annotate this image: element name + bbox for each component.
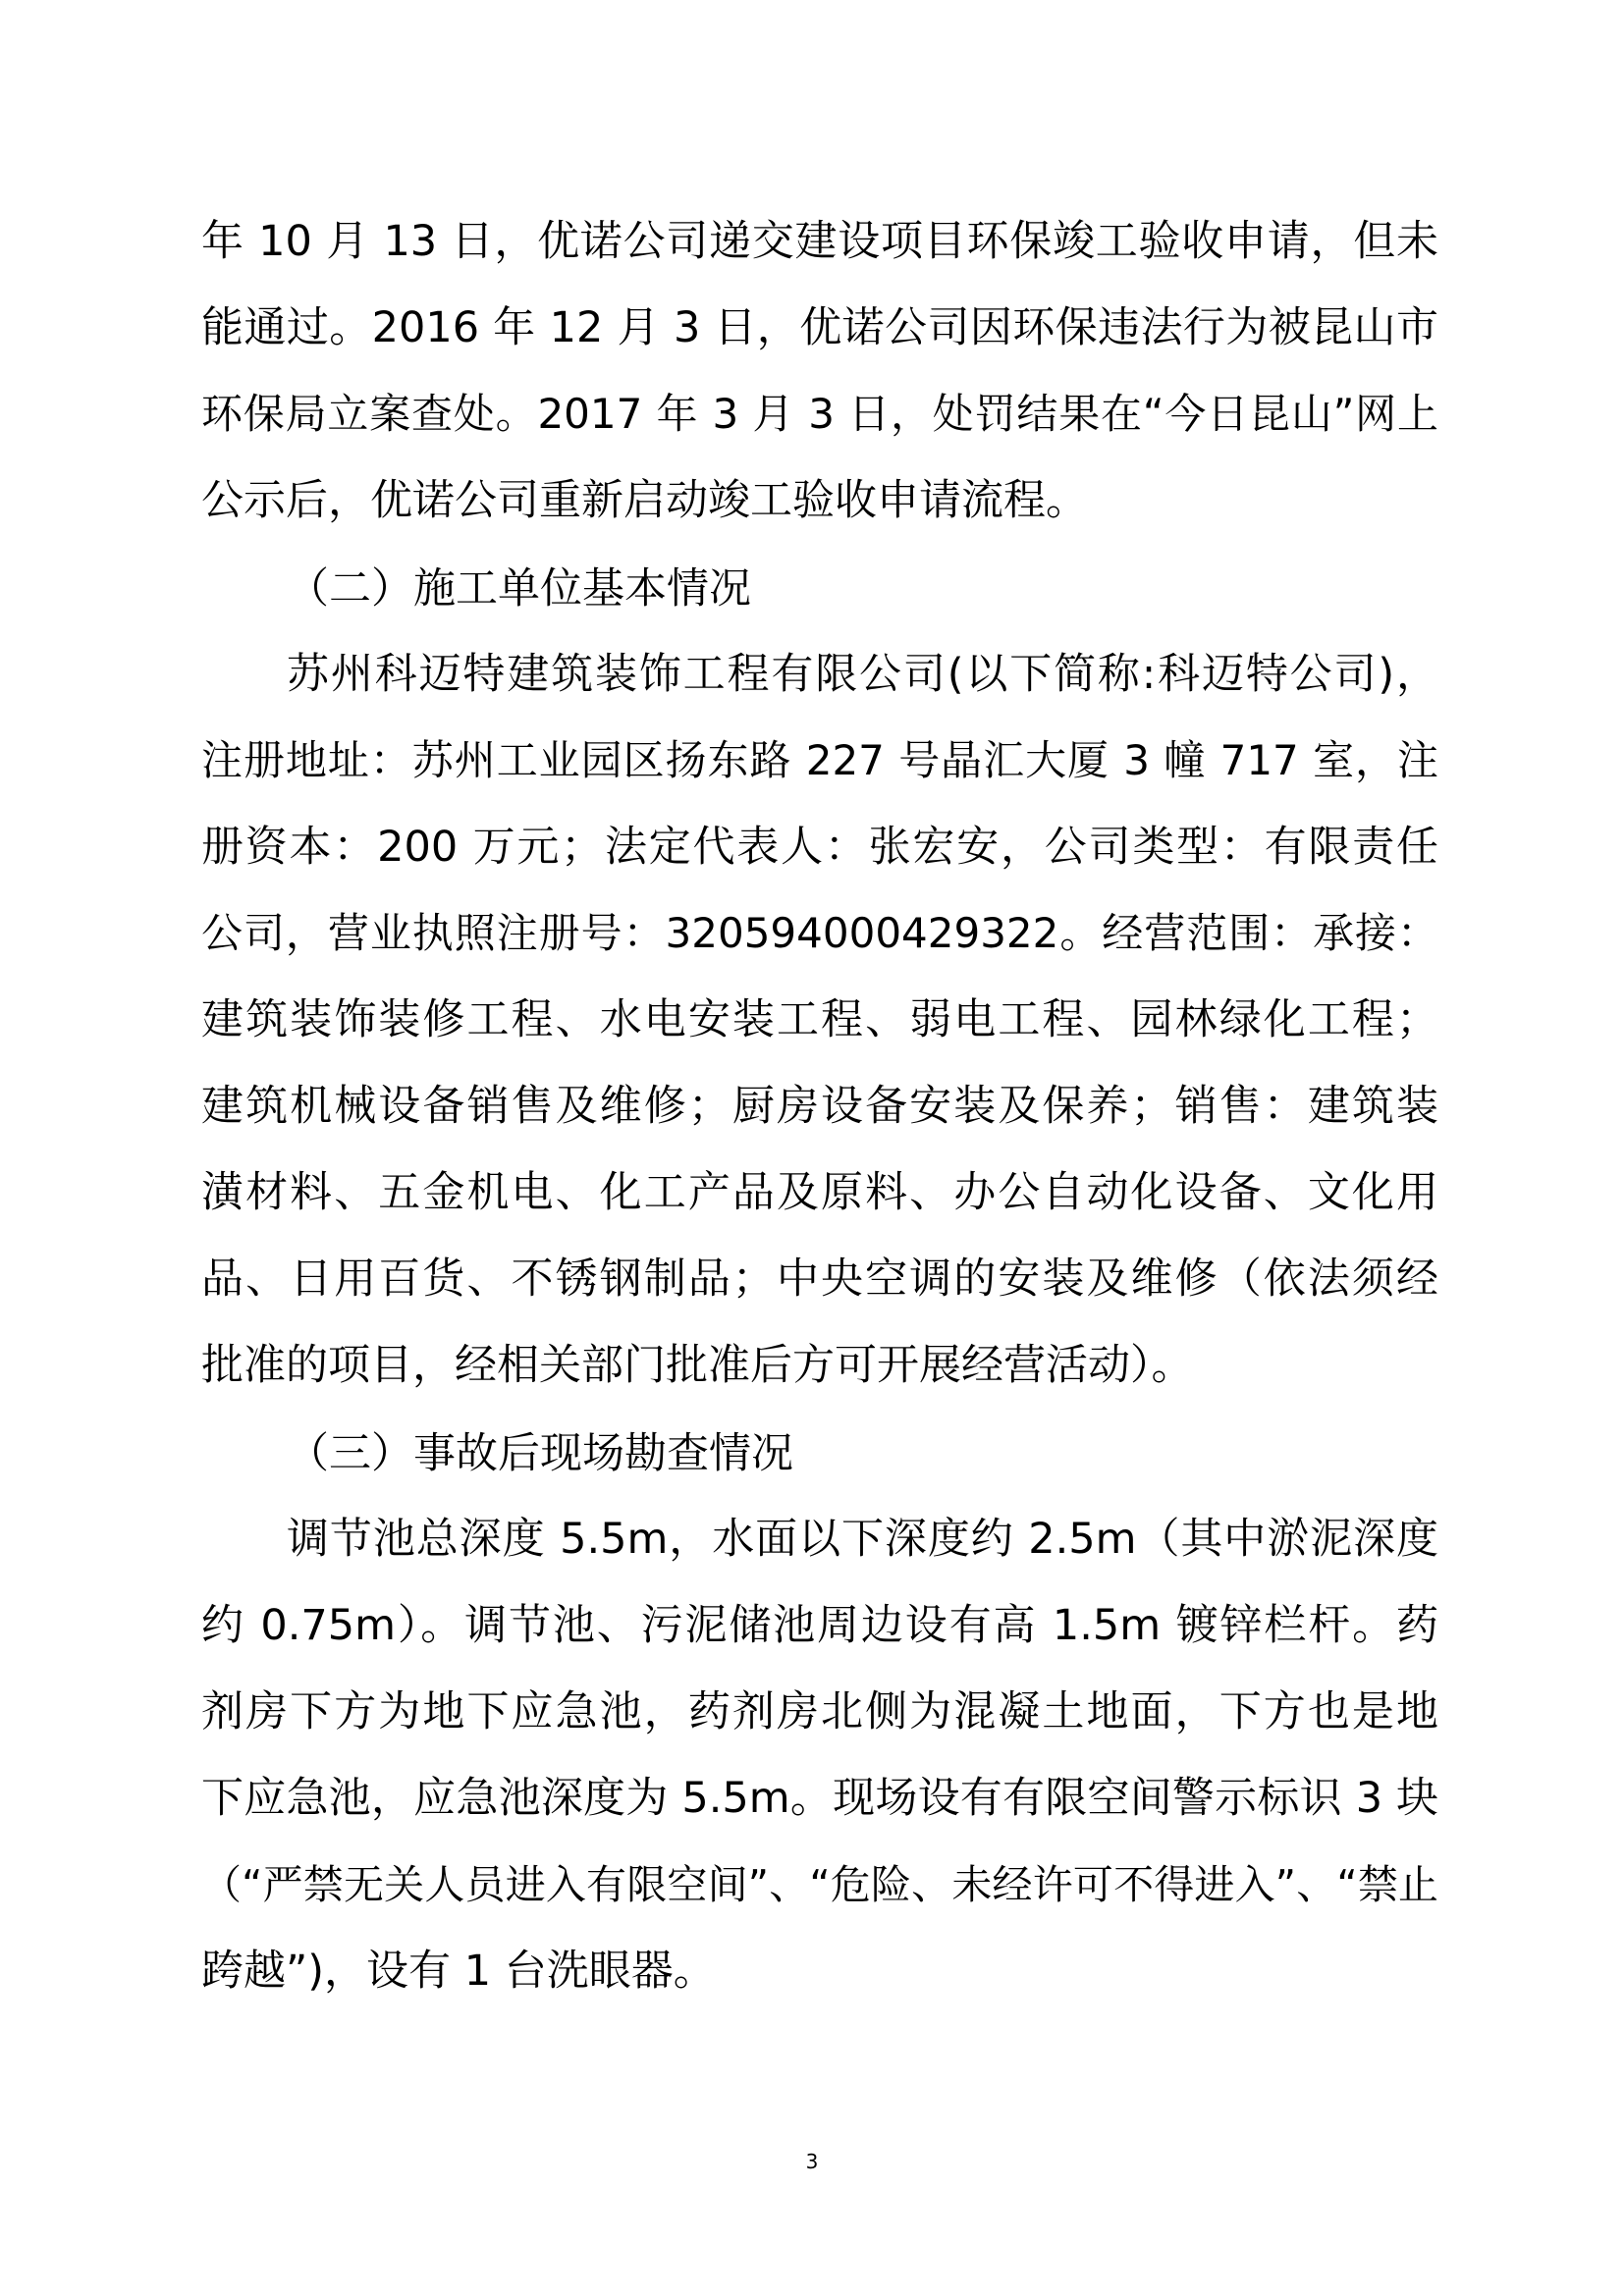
paragraph-line: 批准的项目，经相关部门批准后方可开展经营活动）。 bbox=[201, 1341, 1194, 1390]
paragraph-line: 苏州科迈特建筑装饰工程有限公司(以下简称:科迈特公司)， bbox=[287, 650, 1438, 699]
paragraph-line: 约 0.75m）。调节池、污泥储池周边设有高 1.5m 镀锌栏杆。药 bbox=[201, 1601, 1438, 1650]
section-heading-contractor: （二）施工单位基本情况 bbox=[287, 564, 751, 614]
paragraph-line: 环保局立案查处。2017 年 3 月 3 日，处罚结果在“今日昆山”网上 bbox=[201, 390, 1438, 438]
paragraph-line: 调节池总深度 5.5m，水面以下深度约 2.5m（其中淤泥深度 bbox=[287, 1515, 1438, 1564]
section-heading-site-survey: （三）事故后现场勘查情况 bbox=[287, 1429, 793, 1478]
paragraph-line: 注册地址：苏州工业园区扬东路 227 号晶汇大厦 3 幢 717 室，注 bbox=[201, 736, 1438, 784]
paragraph-line: 公示后，优诺公司重新启动竣工验收申请流程。 bbox=[201, 476, 1088, 525]
paragraph-line: （“严禁无关人员进入有限空间”、“危险、未经许可不得进入”、“禁止 bbox=[201, 1861, 1438, 1908]
paragraph-line: 跨越”)，设有 1 台洗眼器。 bbox=[201, 1947, 716, 1996]
paragraph-line: 册资本：200 万元；法定代表人：张宏安，公司类型：有限责任 bbox=[201, 823, 1438, 872]
paragraph-line: 建筑装饰装修工程、水电安装工程、弱电工程、园林绿化工程； bbox=[201, 995, 1438, 1044]
paragraph-line: 能通过。2016 年 12 月 3 日，优诺公司因环保违法行为被昆山市 bbox=[201, 303, 1438, 352]
paragraph-line: 剂房下方为地下应急池，药剂房北侧为混凝土地面，下方也是地 bbox=[201, 1687, 1438, 1736]
paragraph-line: 建筑机械设备销售及维修；厨房设备安装及保养；销售：建筑装 bbox=[201, 1082, 1438, 1131]
paragraph-line: 年 10 月 13 日，优诺公司递交建设项目环保竣工验收申请，但未 bbox=[201, 217, 1438, 266]
paragraph-line: 公司，营业执照注册号：320594000429322。经营范围：承接： bbox=[201, 909, 1438, 957]
paragraph-line: 潢材料、五金机电、化工产品及原料、办公自动化设备、文化用 bbox=[201, 1168, 1438, 1217]
page-number: 3 bbox=[805, 2150, 819, 2173]
paragraph-line: 品、日用百货、不锈钢制品；中央空调的安装及维修（依法须经 bbox=[201, 1255, 1438, 1304]
paragraph-line: 下应急池，应急池深度为 5.5m。现场设有有限空间警示标识 3 块 bbox=[201, 1774, 1438, 1823]
